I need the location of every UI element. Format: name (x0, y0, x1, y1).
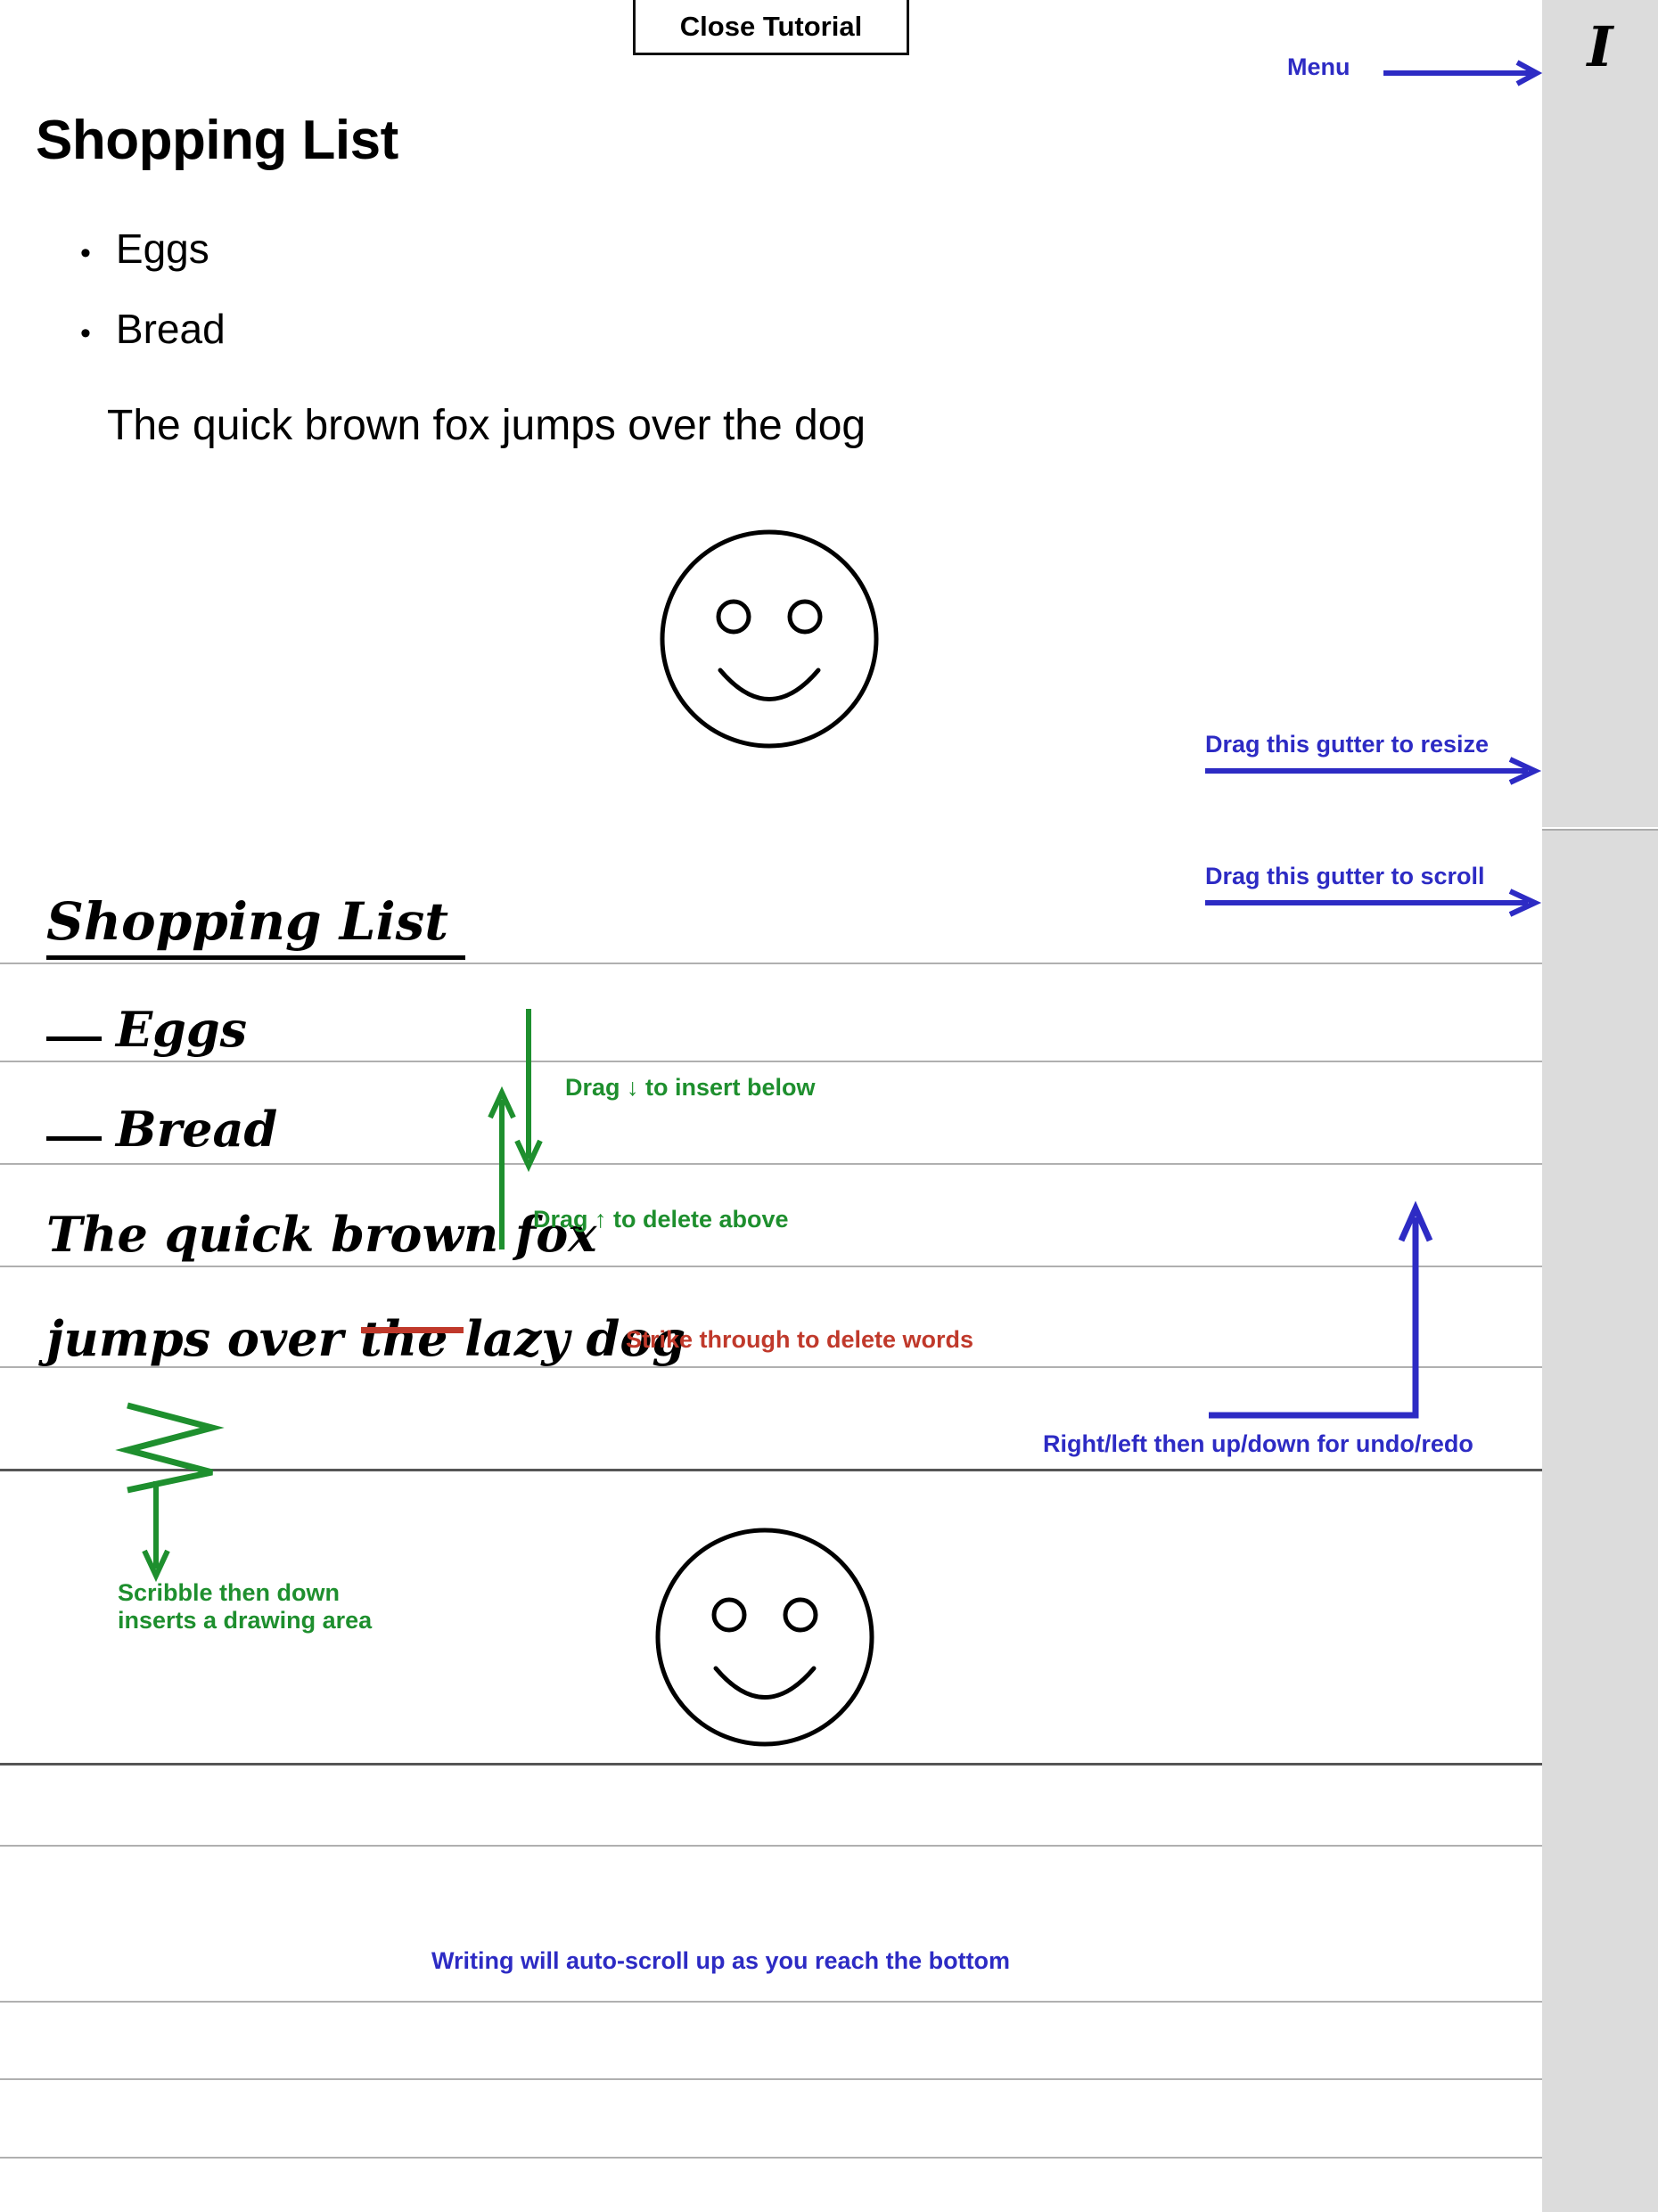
annotation-auto-scroll: Writing will auto-scroll up as you reach the bottom (431, 1947, 1011, 1974)
ruled-line (0, 1469, 1542, 1471)
smiley-face-icon (653, 1526, 876, 1749)
annotation-scroll-gutter: Drag this gutter to scroll (1205, 863, 1485, 889)
list-item-label: Eggs (115, 225, 209, 272)
annotation-strike-through: Strike through to delete words (626, 1326, 974, 1353)
ink-list-dash (46, 1036, 102, 1041)
annotation-delete-above: Drag ↑ to delete above (533, 1206, 789, 1233)
bullet-icon: • (80, 316, 91, 350)
annotation-menu: Menu (1287, 53, 1350, 80)
bullet-icon: • (80, 236, 91, 270)
ruled-line (0, 963, 1542, 964)
scroll-gutter[interactable] (1542, 829, 1658, 2212)
ink-title: Shopping List (46, 891, 465, 960)
ruled-line (0, 2157, 1542, 2159)
annotation-resize-gutter: Drag this gutter to resize (1205, 731, 1490, 758)
ink-line: The quick brown fox (46, 1206, 597, 1263)
strike-through-mark (361, 1327, 464, 1333)
ink-list-dash (46, 1136, 102, 1141)
resize-gutter[interactable] (1542, 0, 1658, 827)
paragraph-text: The quick brown fox jumps over the dog (107, 402, 866, 449)
annotation-undo-redo: Right/left then up/down for undo/redo (1043, 1430, 1473, 1457)
ruled-line (0, 1163, 1542, 1165)
list-item (80, 225, 209, 273)
smiley-face-icon (658, 528, 881, 750)
close-tutorial-button[interactable] (633, 0, 909, 55)
ruled-line (0, 2001, 1542, 2003)
ruled-line (0, 2078, 1542, 2080)
annotation-scribble-line1: Scribble then down (118, 1579, 341, 1606)
ruled-line (0, 1266, 1542, 1267)
close-tutorial-label: Close Tutorial (679, 10, 863, 42)
ink-list-item: Eggs (116, 1001, 248, 1058)
list-item (80, 305, 226, 353)
page-title: Shopping List (36, 110, 398, 171)
annotation-insert-below: Drag ↓ to insert below (565, 1074, 816, 1101)
ruled-line (0, 1845, 1542, 1847)
list-item-label: Bread (115, 306, 226, 352)
annotation-scribble (118, 1579, 372, 1634)
ruled-line (0, 1763, 1542, 1766)
text-caret-icon: I (1587, 14, 1613, 79)
annotation-scribble-line2: inserts a drawing area (118, 1607, 373, 1634)
ruled-line (0, 1061, 1542, 1062)
ink-list-item: Bread (116, 1101, 278, 1158)
document-preview-pane (0, 0, 1542, 827)
ink-line: jumps over the lazy dog (46, 1310, 686, 1367)
